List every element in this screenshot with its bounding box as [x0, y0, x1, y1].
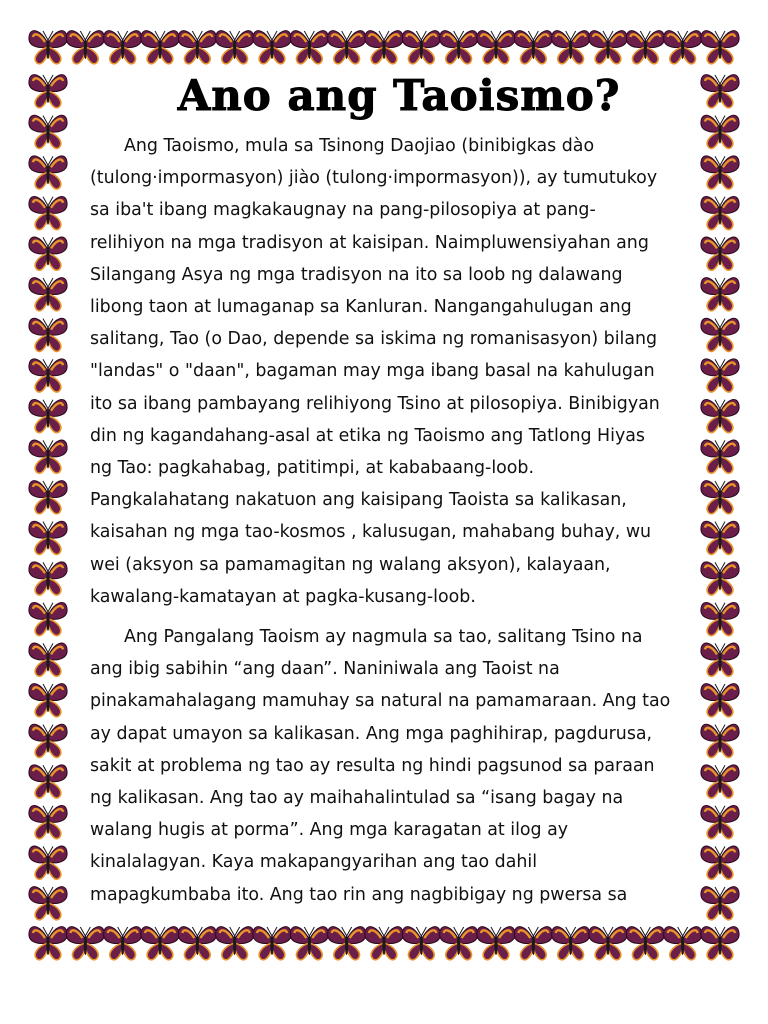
butterfly-icon — [440, 927, 478, 960]
butterfly-icon — [328, 927, 366, 960]
butterfly-icon — [701, 684, 739, 717]
butterfly-icon — [29, 927, 67, 960]
butterfly-icon — [253, 927, 291, 960]
butterfly-icon — [29, 237, 67, 270]
butterfly-icon — [29, 318, 67, 351]
butterfly-icon — [701, 643, 739, 676]
butterfly-icon — [290, 31, 328, 64]
butterfly-icon — [664, 927, 702, 960]
butterfly-icon — [141, 927, 179, 960]
butterfly-icon — [664, 31, 702, 64]
butterfly-icon — [29, 31, 67, 64]
document-title: Ano ang Taoismo? — [177, 71, 621, 120]
butterfly-icon — [290, 927, 328, 960]
butterfly-icon — [701, 359, 739, 392]
butterfly-icon — [365, 31, 403, 64]
butterfly-icon — [29, 846, 67, 879]
paragraph: Ang Taoismo, mula sa Tsinong Daojiao (binibigkas dào (tulong·impormasyon) jiào (tulong·impormasyon)), ay tumutukoy sa iba't ibang magkakaugnay na pang-pilosopiya at pang- relihiyon na mga tradisyon at kaisipan. Naimpluwensiyahan ang Silangang Asya ng mga tradisyon na ito sa loob ng dalawang libong taon at lumaganap sa Kanluran. Nangangahulugan ang salitang, Tao (o Dao, depende sa iskima ng romanisasyon) bilang "landas" o "daan", bagaman may mga ibang basal na kahulugan ito sa ibang pambayang relihiyong Tsino at pilosopiya. Binibigyan din ng kagandahang-asal at etika ng Taoismo ang Tatlong Hiyas ng Tao: pagkahabag, patitimpi, at kababaang-loob. Pangkalahatang nakatuon ang kaisipang Taoista sa kalikasan, kaisahan ng mga tao-kosmos , kalusugan, mahabang buhay, wu wei (aksyon sa pamamagitan ng walang aksyon), kalayaan, kawalang-kamatayan at pagka-kusang-loob. — [90, 136, 660, 607]
butterfly-icon — [701, 440, 739, 473]
butterfly-icon — [589, 927, 627, 960]
butterfly-icon — [66, 31, 104, 64]
butterfly-icon — [29, 521, 67, 554]
butterfly-icon — [365, 927, 403, 960]
butterfly-icon — [477, 31, 515, 64]
butterfly-icon — [29, 278, 67, 311]
butterfly-icon — [701, 724, 739, 757]
butterfly-icon — [104, 31, 142, 64]
butterfly-icon — [701, 927, 739, 960]
butterfly-icon — [29, 765, 67, 798]
butterfly-icon — [178, 927, 216, 960]
butterfly-icon — [29, 440, 67, 473]
butterfly-icon — [66, 927, 104, 960]
butterfly-icon — [402, 31, 440, 64]
butterfly-icon — [29, 562, 67, 595]
butterfly-icon — [29, 196, 67, 229]
butterfly-icon — [29, 75, 67, 108]
butterfly-icon — [29, 724, 67, 757]
butterfly-icon — [216, 927, 254, 960]
butterfly-icon — [29, 684, 67, 717]
butterfly-icon — [328, 31, 366, 64]
butterfly-icon — [701, 602, 739, 635]
butterfly-icon — [626, 927, 664, 960]
butterfly-icon — [701, 481, 739, 514]
butterfly-icon — [626, 31, 664, 64]
butterfly-icon — [402, 927, 440, 960]
butterfly-icon — [701, 31, 739, 64]
butterfly-icon — [29, 805, 67, 838]
butterfly-icon — [253, 31, 291, 64]
butterfly-icon — [29, 887, 67, 920]
butterfly-icon — [701, 156, 739, 189]
butterfly-icon — [29, 602, 67, 635]
butterfly-icon — [141, 31, 179, 64]
paragraph: Ang Pangalang Taoism ay nagmula sa tao, salitang Tsino na ang ibig sabihin “ang daan”. Naniniwala ang Taoist na pinakamahalagang mamuhay sa natural na pamamaraan. Ang tao ay dapat umayon sa kalikasan. Ang mga paghihirap, pagdurusa, sakit at problema ng tao ay resulta ng hindi pagsunod sa paraan ng kalikasan. Ang tao ay maihahalintulad sa “isang bagay na walang hugis at porma”. Ang mga karagatan at ilog ay kinalalagyan. Kaya makapangyarihan ang tao dahil mapagkumbaba ito. Ang tao rin ang nagbibigay ng pwersa sa — [90, 627, 671, 905]
butterfly-icon — [701, 278, 739, 311]
butterfly-icon — [701, 318, 739, 351]
butterfly-icon — [701, 399, 739, 432]
butterfly-icon — [178, 31, 216, 64]
butterfly-icon — [29, 643, 67, 676]
butterfly-icon — [701, 562, 739, 595]
butterfly-icon — [514, 927, 552, 960]
butterfly-icon — [701, 805, 739, 838]
butterfly-icon — [29, 481, 67, 514]
butterfly-icon — [104, 927, 142, 960]
butterfly-icon — [440, 31, 478, 64]
butterfly-icon — [552, 927, 590, 960]
butterfly-icon — [701, 521, 739, 554]
butterfly-icon — [477, 927, 515, 960]
butterfly-icon — [29, 156, 67, 189]
butterfly-icon — [552, 31, 590, 64]
butterfly-icon — [701, 196, 739, 229]
butterfly-icon — [29, 115, 67, 148]
butterfly-icon — [514, 31, 552, 64]
butterfly-icon — [701, 887, 739, 920]
butterfly-icon — [29, 399, 67, 432]
butterfly-icon — [701, 237, 739, 270]
document-body — [90, 130, 702, 919]
butterfly-icon — [29, 359, 67, 392]
butterfly-icon — [216, 31, 254, 64]
butterfly-icon — [701, 846, 739, 879]
butterfly-icon — [589, 31, 627, 64]
butterfly-icon — [701, 765, 739, 798]
